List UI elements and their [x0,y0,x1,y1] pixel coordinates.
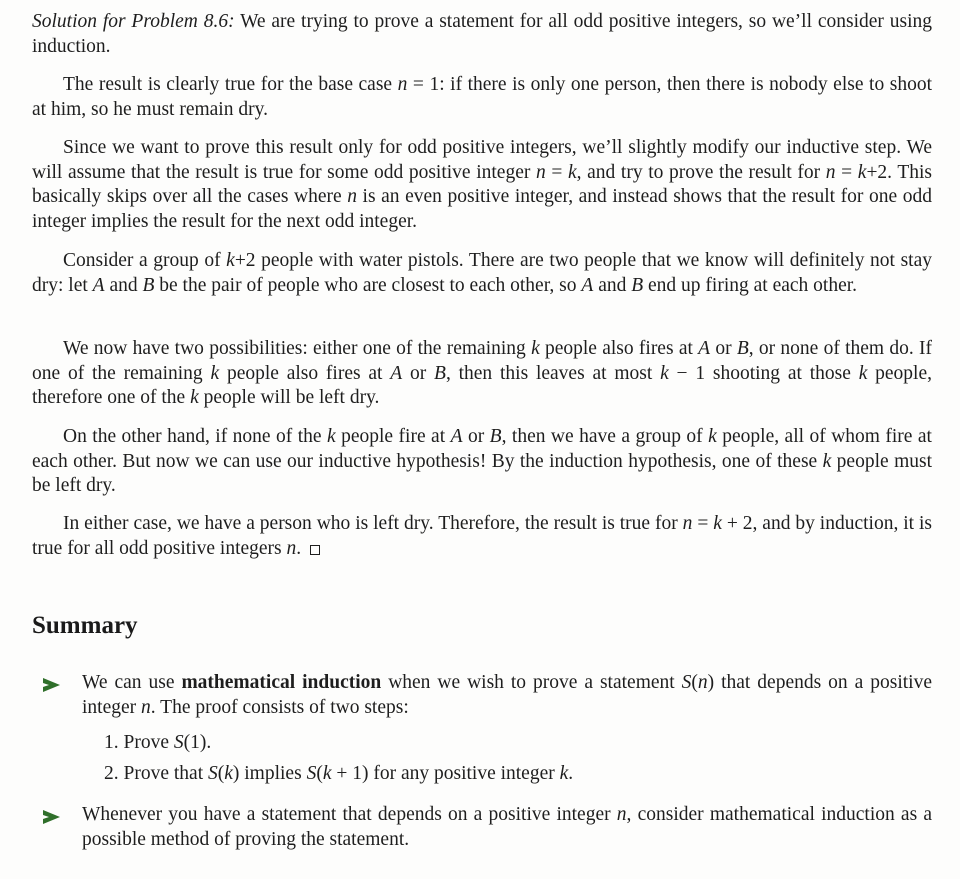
math-variable: S [207,763,218,784]
math-variable: n [286,537,297,559]
conclusion-paragraph: In either case, we have a person who is left dry. Therefore, the result is true for n = k + 2, and by induction, it is true for all odd positive integers n. [32,513,932,559]
summary-bullet-whenever [32,803,932,852]
summary-step-2: 2. Prove that S(k) implies S(k + 1) for any positive integer k. [104,763,574,784]
math-variable: k [224,763,233,784]
math-variable: A [450,426,463,447]
math-variable: n [697,672,708,693]
math-variable: A [92,274,105,296]
arrow-bullet-icon [43,678,60,692]
math-variable: k [226,250,235,271]
arrow-bullet-icon [43,810,60,824]
math-variable: A [390,362,403,384]
math-variable: n [825,161,836,183]
solution-intro-paragraph [32,10,932,59]
qed-square-icon [310,545,320,555]
math-variable: n [616,804,627,825]
math-variable: B [489,426,502,447]
summary-bullet-induction [32,671,932,720]
summary-heading: Summary [32,612,138,639]
solution-label: Solution for Problem 8.6: [32,11,235,32]
math-variable: n [397,74,408,95]
math-variable: k [660,362,669,384]
other-hand-paragraph: On the other hand, if none of the k people fire at A or B, then we have a group of k people, all of whom fire at each other. But now we can use our inductive hypothesis! By the induction hypothesis, one of these k people must be left dry. [32,426,932,496]
two-possibilities-paragraph: We now have two possibilities: either one of the remaining k people also fires at A or B, or none of them do. If one of the remaining k people also fires at A or B, then this leaves at most k − 1 shooting at those k people, therefore one of the k people will be left dry. [32,338,932,408]
math-variable: S [173,732,184,753]
math-variable: A [581,274,594,296]
math-variable: k [567,161,577,183]
math-variable: k [190,387,199,408]
base-case-paragraph: The result is clearly true for the base case n = 1: if there is only one person, then there is nobody else to shoot at him, so he must remain dry. [32,74,932,120]
math-variable: n [535,161,546,183]
math-variable: k [327,426,336,447]
inductive-step-paragraph: Since we want to prove this result only for odd positive integers, we’ll slightly modify our inductive step. We will assume that the result is true for some odd positive integer n = k, and try to prove the result for n = k+2. This basically skips over all the cases where n is an even positive integer, and instead shows that the result for one odd integer implies the result for the next odd integer. [32,137,932,232]
math-variable: B [631,274,644,296]
summary-bullet-text: We can use mathematical induction when we wish to prove a statement S(n) that depends on a positive integer n. The proof consists of two steps: [82,672,932,718]
math-variable: n [682,513,693,534]
math-variable: S [306,763,317,784]
summary-step-1: 1. Prove S(1). [104,732,212,753]
math-variable: k [713,513,722,534]
math-variable: B [434,362,446,384]
math-variable: k [708,426,717,447]
math-variable: S [681,672,692,693]
math-variable: B [142,274,155,296]
math-variable: n [141,696,151,718]
math-variable: k [531,338,540,359]
summary-bullet-text: Whenever you have a statement that depends on a positive integer n, consider mathematical induction as a possible method of proving the statement. [82,804,933,850]
math-variable: n [347,186,357,207]
math-variable: k [857,161,867,183]
math-variable: A [698,338,711,359]
solution-intro-text: We are trying to prove a statement for all odd positive integers, so we’ll consider using induction. [32,11,932,57]
math-variable: k [559,763,569,784]
math-variable: k [822,450,832,472]
bold-term: mathematical induction [181,672,382,693]
math-variable: k [858,362,868,384]
math-variable: k [210,362,220,384]
math-variable: B [736,338,749,359]
math-variable: k [322,763,332,784]
group-setup-paragraph: Consider a group of k+2 people with water pistols. There are two people that we know will definitely not stay dry: let A and B be the pair of people who are closest to each other, so A and B end up firing at each other. [32,250,932,296]
